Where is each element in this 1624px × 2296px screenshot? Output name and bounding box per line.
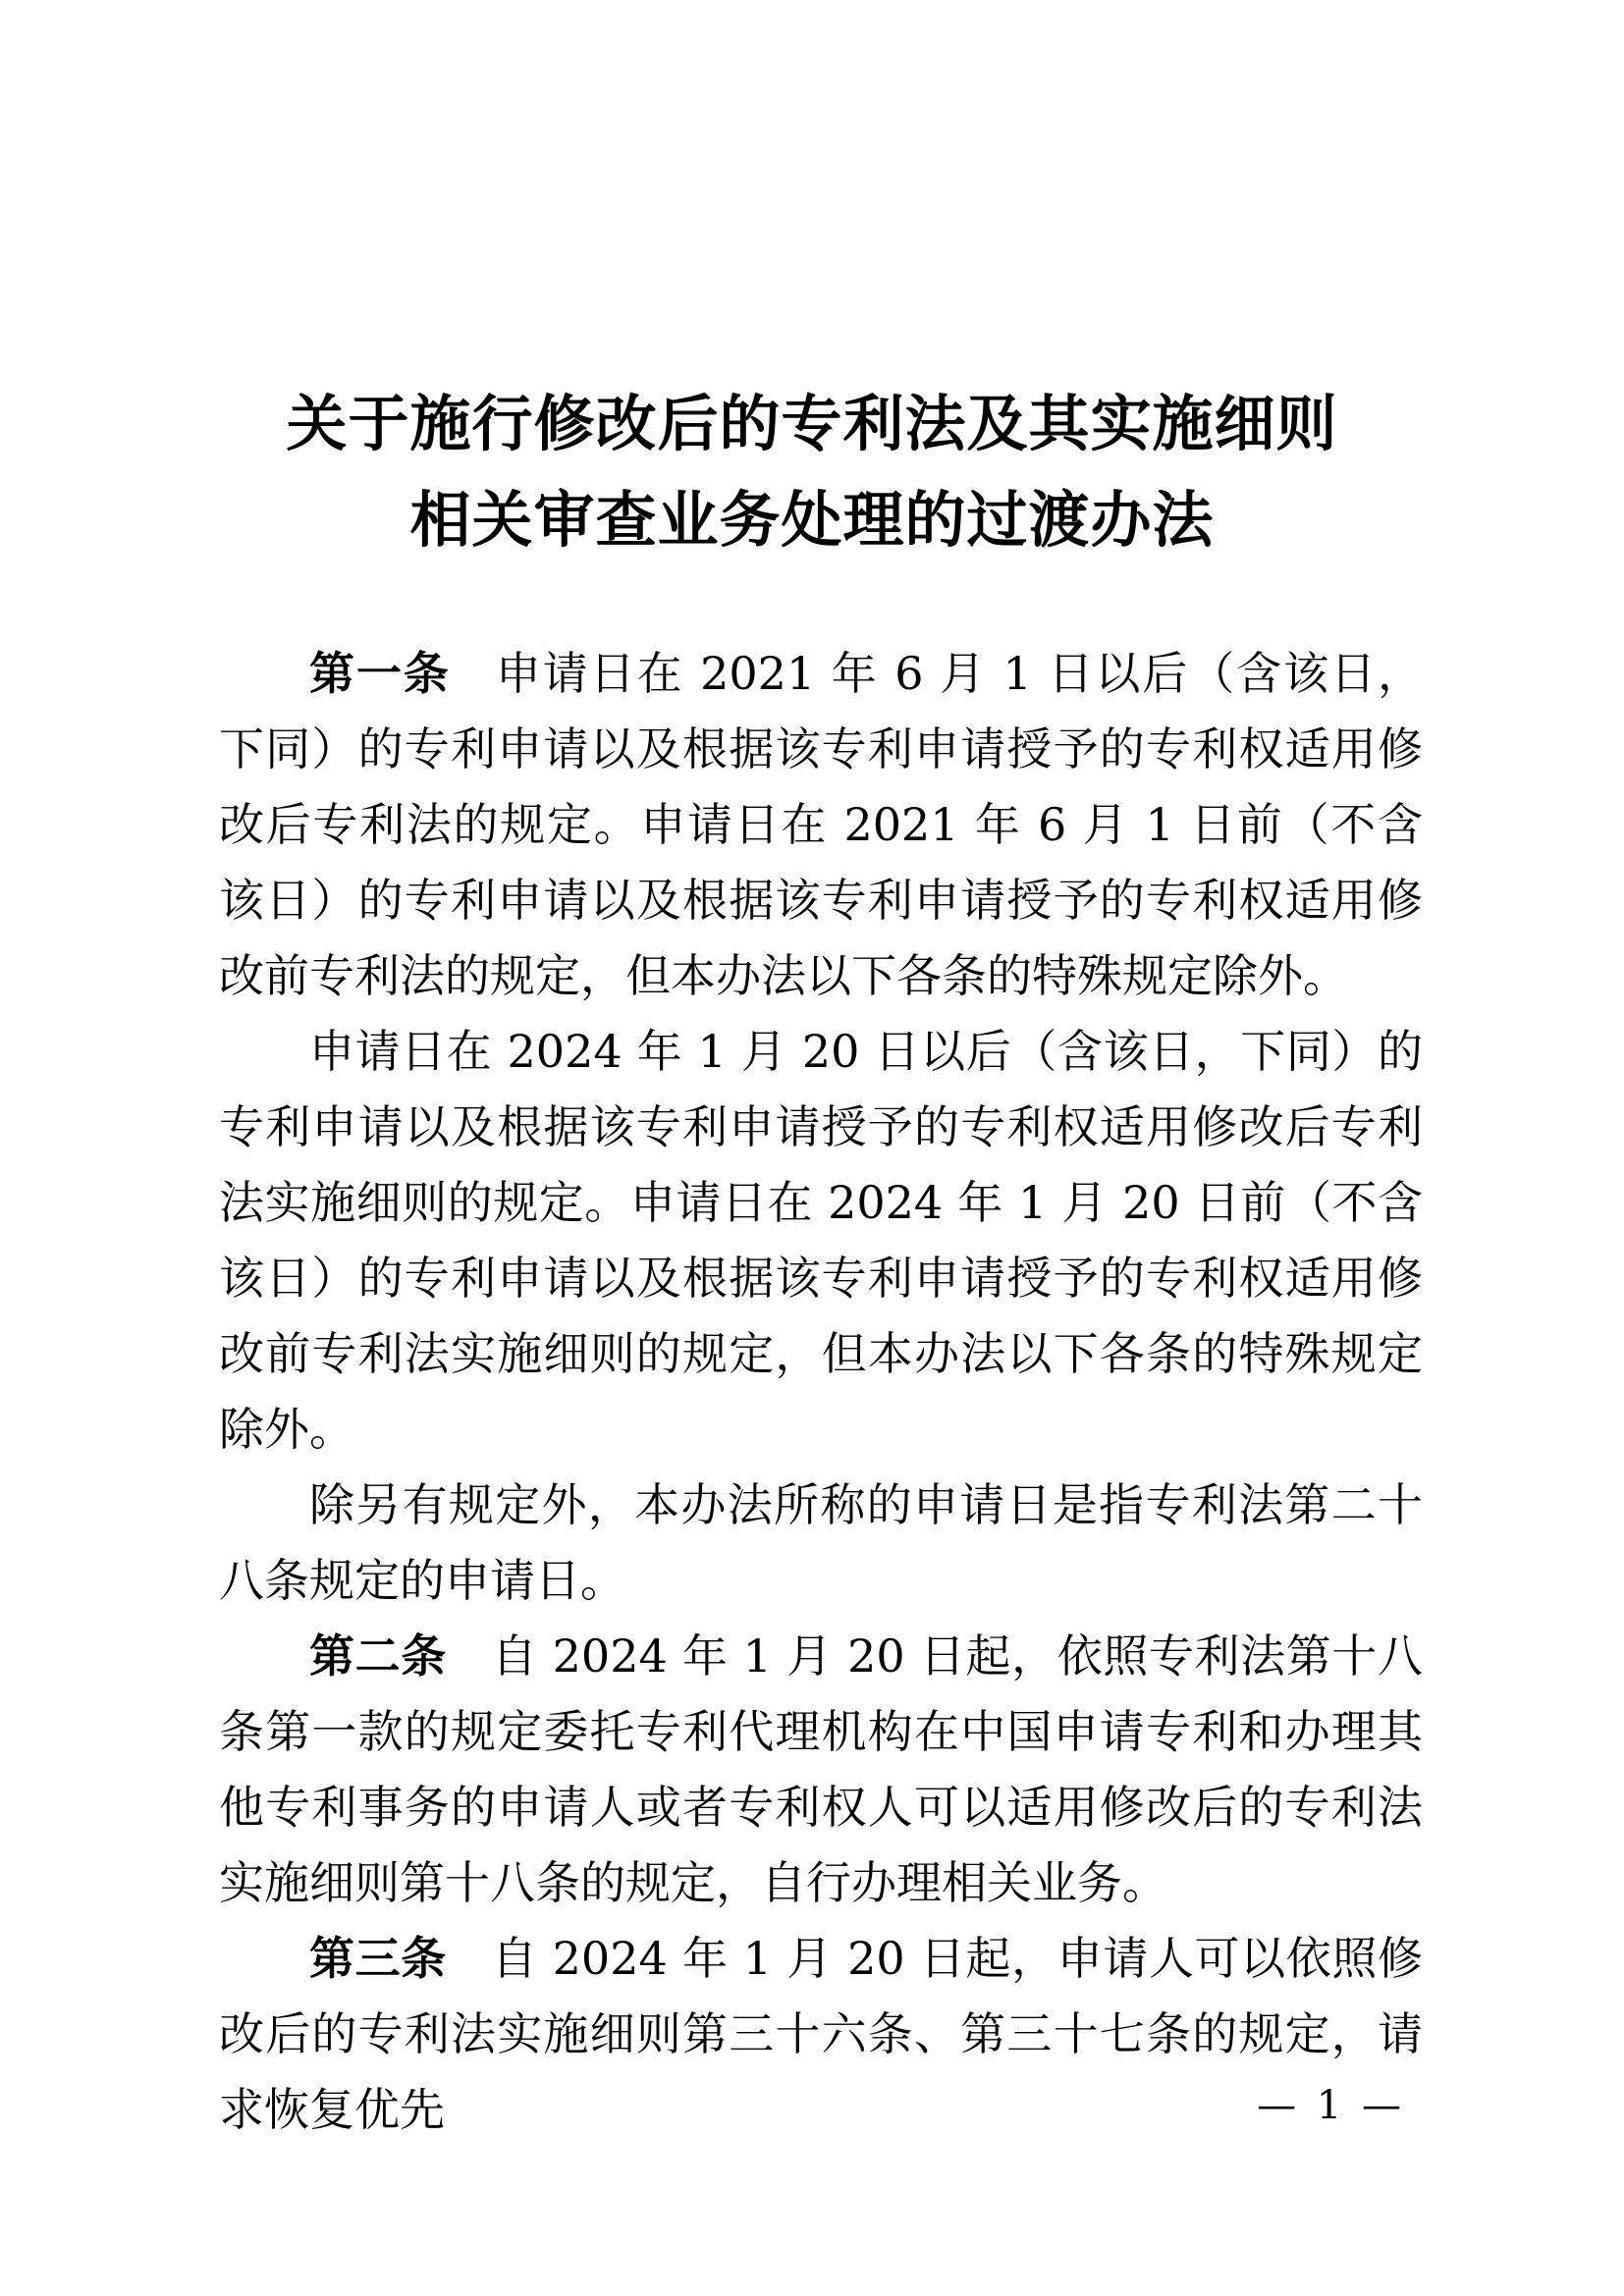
paragraph-article-1: [219, 636, 1423, 1014]
page-number: — 1 —: [1257, 2083, 1405, 2128]
document-title-line-1: 关于施行修改后的专利法及其实施细则: [286, 388, 1338, 459]
paragraph-article-1-part-3: [219, 1468, 1423, 1619]
paragraph-article-1-part-2: [219, 1014, 1423, 1468]
paragraph-text: 申请日在 2024 年 1 月 20 日以后（含该日，下同）的专利申请以及根据该专利申请授予的专利权适用修改后专利法实施细则的规定。申请日在 2024 年 1 月 20 日前（不含该日）的专利申请以及根据该专利申请授予的专利权适用修改前专利法实施细则的规定，但本办法以下各条的特殊规定除外。: [219, 1025, 1423, 1456]
paragraph-article-3: [219, 1921, 1423, 2148]
article-heading: 第二条: [309, 1629, 447, 1682]
article-heading: 第一条: [309, 647, 451, 700]
paragraph-article-2: [219, 1619, 1423, 1921]
document-body: [219, 636, 1423, 2148]
paragraph-text: 自 2024 年 1 月 20 日起，申请人可以依照修改后的专利法实施细则第三十六条、第三十七条的规定，请求恢复优先: [219, 1932, 1423, 2136]
paragraph-text: 申请日在 2021 年 6 月 1 日以后（含该日，下同）的专利申请以及根据该专利申请授予的专利权适用修改后专利法的规定。申请日在 2021 年 6 月 1 日前（不含该日）的专利申请以及根据该专利申请授予的专利权适用修改前专利法的规定，但本办法以下各条的特殊规定除外。: [219, 647, 1423, 1002]
article-heading: 第三条: [309, 1932, 447, 1985]
paragraph-text: 自 2024 年 1 月 20 日起，依照专利法第十八条第一款的规定委托专利代理机构在中国申请专利和办理其他专利事务的申请人或者专利权人可以适用修改后的专利法实施细则第十八条的规定，自行办理相关业务。: [219, 1629, 1423, 1909]
paragraph-text: 除另有规定外，本办法所称的申请日是指专利法第二十八条规定的申请日。: [219, 1478, 1423, 1607]
document-title-line-2: 相关审查业务处理的过渡办法: [409, 484, 1215, 556]
